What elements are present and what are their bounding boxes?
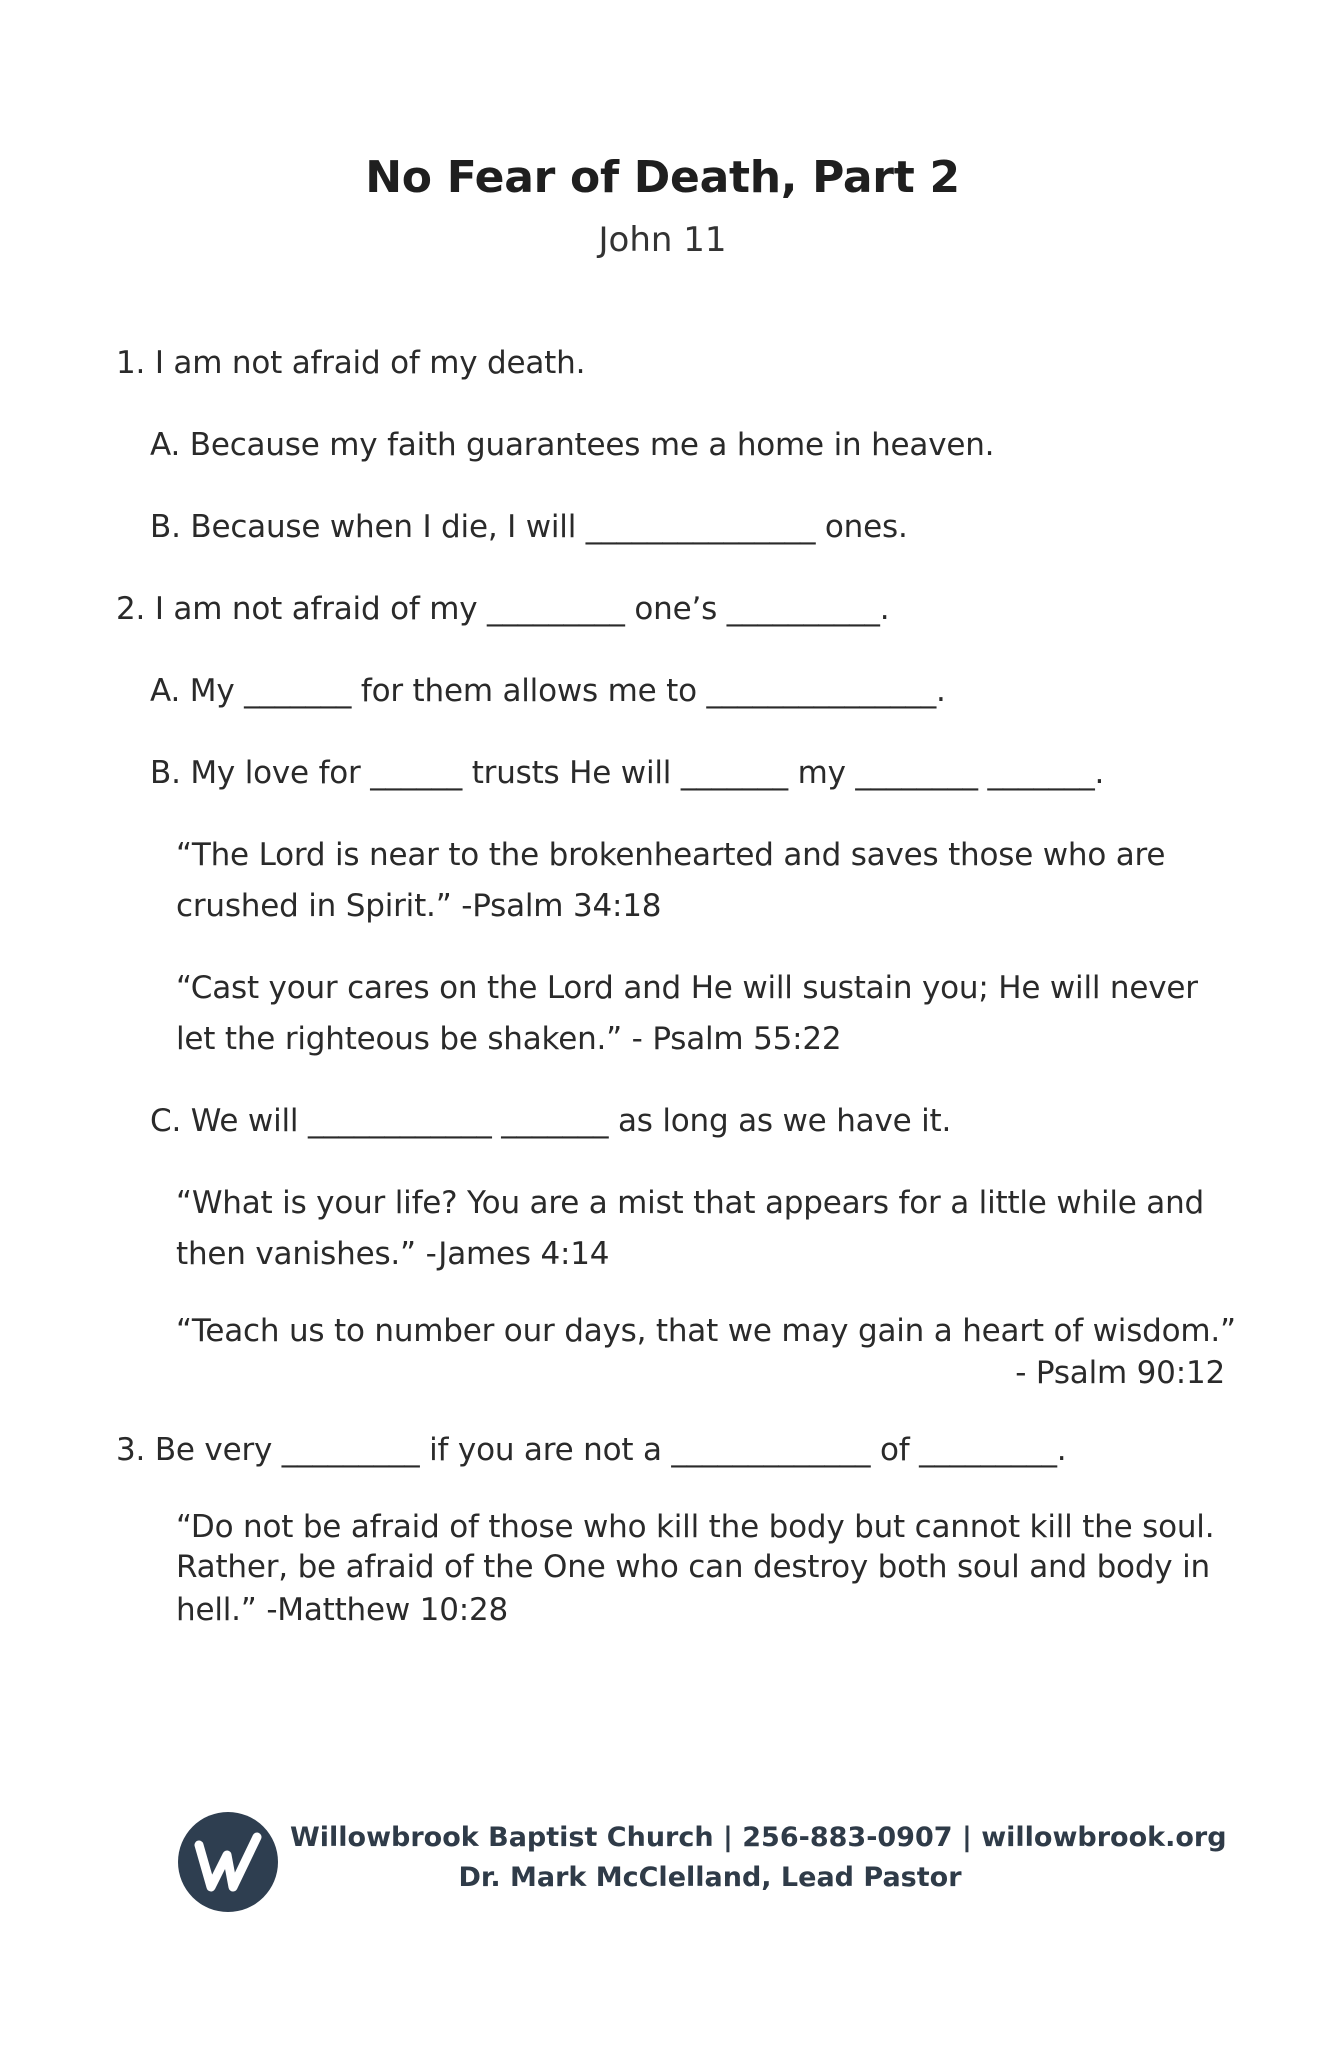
point-1b: B. Because when I die, I will _______________ ones. <box>150 509 908 545</box>
point-2b: B. My love for ______ trusts He will _______ my ________ _______. <box>150 755 1105 791</box>
point-3: 3. Be very _________ if you are not a _____________ of _________. <box>116 1432 1067 1468</box>
church-contact-line: Willowbrook Baptist Church | 256-883-0907 | willowbrook.org <box>290 1822 1227 1853</box>
quote-psalm-55-line-1: “Cast your cares on the Lord and He will sustain you; He will never <box>176 970 1198 1006</box>
point-1a: A. Because my faith guarantees me a home in heaven. <box>150 427 995 463</box>
scripture-reference: John 11 <box>598 220 727 260</box>
quote-psalm-90-line-1: “Teach us to number our days, that we may gain a heart of wisdom.” <box>176 1313 1236 1349</box>
quote-psalm-34-line-2: crushed in Spirit.” -Psalm 34:18 <box>176 888 662 924</box>
quote-psalm-55-line-2: let the righteous be shaken.” - Psalm 55:22 <box>176 1021 842 1057</box>
quote-james-line-1: “What is your life? You are a mist that appears for a little while and <box>176 1185 1205 1221</box>
page-title: No Fear of Death, Part 2 <box>365 152 960 203</box>
quote-psalm-90-citation: - Psalm 90:12 <box>1015 1355 1225 1391</box>
quote-matthew-line-2: Rather, be afraid of the One who can destroy both soul and body in <box>176 1549 1210 1585</box>
pastor-line: Dr. Mark McClelland, Lead Pastor <box>458 1862 962 1893</box>
point-2a: A. My _______ for them allows me to _______________. <box>150 673 946 709</box>
church-logo <box>177 1811 279 1913</box>
quote-matthew-line-1: “Do not be afraid of those who kill the body but cannot kill the soul. <box>176 1509 1215 1545</box>
quote-matthew-line-3: hell.” -Matthew 10:28 <box>176 1592 509 1628</box>
point-1: 1. I am not afraid of my death. <box>116 345 586 381</box>
quote-james-line-2: then vanishes.” -James 4:14 <box>176 1236 610 1272</box>
quote-psalm-34-line-1: “The Lord is near to the brokenhearted and saves those who are <box>176 837 1166 873</box>
point-2c: C. We will ____________ _______ as long as we have it. <box>150 1103 952 1139</box>
point-2: 2. I am not afraid of my _________ one’s __________. <box>116 591 890 627</box>
